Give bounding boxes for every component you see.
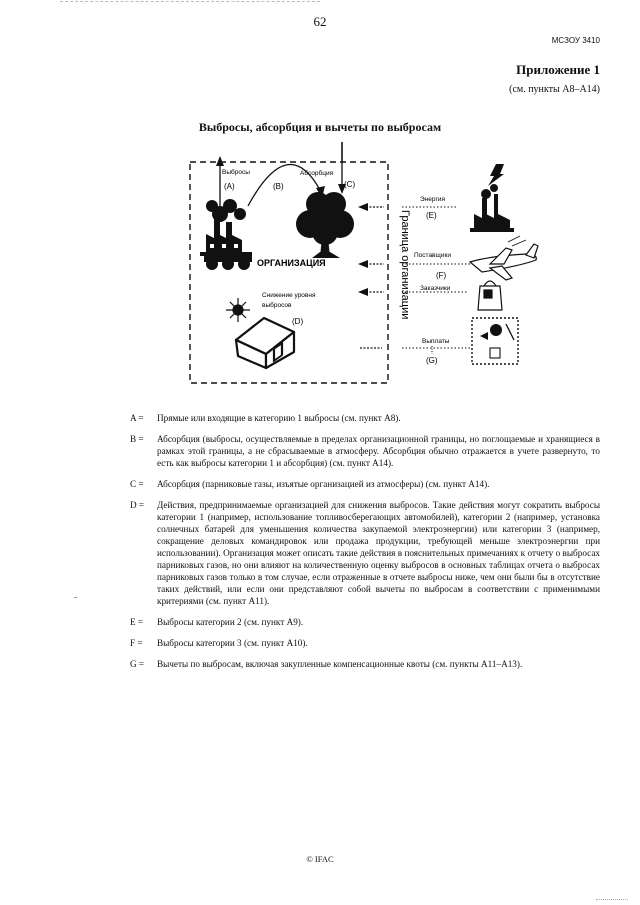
absorption-label: Абсорбция [300,170,334,177]
label-b: (B) [273,182,284,191]
legend-key: F = [130,638,143,648]
legend-key: G = [130,659,145,669]
vehicles-icon [204,256,252,270]
legend-text: Прямые или входящие в категорию 1 выбросы (см. пункт A8). [157,413,401,423]
offset-credits-icon [472,318,518,364]
customers-label: Заказчики [420,285,451,292]
legend-item-d [130,499,600,607]
label-d: (D) [292,317,304,326]
label-f: (F) [436,271,447,280]
sun-icon [226,298,250,322]
emission-reduction-label-line2: выбросов [262,302,292,309]
organization-label: ОРГАНИЗАЦИЯ [257,258,326,268]
customers-arrow [358,288,468,296]
legend-text: Выбросы категории 2 (см. пункт A9). [157,617,304,627]
legend-item-a [130,412,600,424]
emissions-label: Выбросы [222,169,250,176]
legend-item-e [130,616,600,628]
energy-label: Энергия [420,196,446,203]
footer-copyright: © IFAC [306,854,334,864]
emission-arrow-a [216,156,224,208]
legend [130,412,600,679]
emissions-diagram [170,140,550,385]
suppliers-label: Поставщики [414,252,451,259]
figure-title: Выбросы, абсорбция и вычеты по выбросам [198,120,442,134]
airplane-icon [470,236,538,280]
factory-icon [200,199,252,256]
legend-item-g [130,658,600,670]
document-code: МСЗОУ 3410 [551,36,600,45]
house-icon [236,318,294,368]
legend-item-b [130,433,600,469]
legend-text: Абсорбция (выбросы, осуществляемые в пределах организационной границы, но поглощаемые и хранящиеся в рамках этой границы, а не сбрасываемые в атмосферу. Абсорбция обычно отражается в учете развернуто, то есть как выбросы категории 1 и абсорбция) (см. пункт A14). [157,434,600,468]
payments-label: Выплаты [422,338,450,345]
page-number: 62 [313,14,327,29]
legend-key: C = [130,479,144,489]
tree-icon [296,192,354,258]
bottom-dots [596,899,628,900]
external-factory-icon [470,164,514,232]
legend-key: B = [130,434,144,444]
suppliers-arrow [358,260,470,268]
legend-key: E = [130,617,144,627]
legend-text: Вычеты по выбросам, включая закупленные компенсационные квоты (см. пункты A11–A13). [157,659,523,669]
legend-text: Абсорбция (парниковые газы, изъятые организацией из атмосферы) (см. пункт A14). [157,479,490,489]
appendix-reference: (см. пункты A8–A14) [509,84,600,95]
emission-reduction-label-line1: Снижение уровня [262,292,316,299]
legend-text: Выбросы категории 3 (см. пункт A10). [157,638,308,648]
top-rule [60,1,320,2]
organization-boundary-label: Граница организации [399,210,411,320]
appendix-title: Приложение 1 [516,62,600,77]
margin-mark [74,597,77,598]
label-a: (A) [224,182,235,191]
payments-arrow [360,346,470,354]
label-e: (E) [426,211,437,220]
absorption-arrow-c [338,162,346,194]
legend-key: A = [130,413,144,423]
legend-text: Действия, предпринимаемые организацией для снижения выбросов. Такие действия могут сократить выбросы категории 1 (например, использование топливосберегающих автомобилей), категории 2 (например, установка солнечных батарей для уменьшения количества закупаемой электроэнергии) или категории 3 (например, сокращение деловых командировок или продажа продукции, требующей меньше электроэнергии при использовании). Организация может описать такие действия в пояснительных примечаниях к отчету о выбросах парниковых газов, но они влияют на количественную оценку выбросов в основных таблицах отчета о выбросах парниковых газов только в том случае, если отраженные в отчете выбросы ниже, чем они были бы в отсутствие таких действий, или если они представляют собой вычеты по выбросам в соответствии с применимыми критериями (см. пункт A11). [157,500,600,606]
legend-item-f [130,637,600,649]
label-g: (G) [426,356,438,365]
label-c: (C) [344,180,356,189]
legend-key: D = [130,500,145,510]
shopping-bag-icon [478,281,502,310]
legend-item-c [130,478,600,490]
